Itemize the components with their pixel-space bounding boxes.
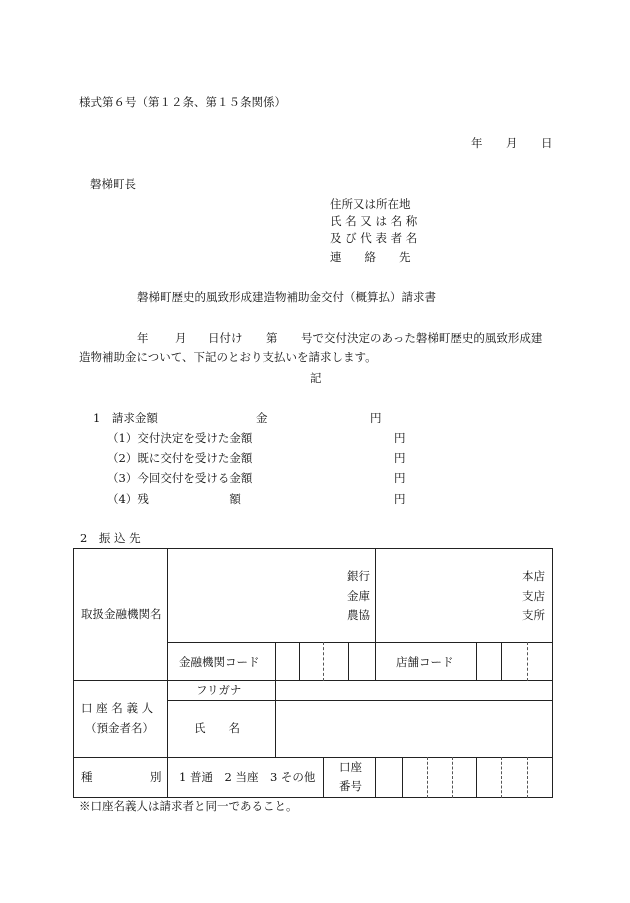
- applicant-name: 氏 名 又 は 名 称: [330, 214, 418, 228]
- holder-sublabel: （預金者名）: [85, 721, 154, 735]
- request-item-3-unit: 円: [394, 471, 406, 485]
- date-month: 月: [506, 136, 518, 150]
- body-day: 日付け: [208, 331, 243, 345]
- holder-label: 口 座 名 義 人: [81, 701, 154, 715]
- account-type-label: 種 別: [81, 770, 162, 784]
- body-number-suffix: 号で交付決定のあった磐梯町歴史的風致形成建: [301, 331, 543, 345]
- institution-type-nokyo: 農協: [347, 608, 370, 622]
- request-item-2: （2）既に交付を受けた金額: [107, 451, 253, 465]
- body-line-2: 造物補助金について、下記のとおり支払いを請求します。: [79, 350, 377, 364]
- institution-type-kinko: 金庫: [347, 589, 370, 603]
- name-label: 氏 名: [194, 721, 240, 735]
- account-type-options: 1 普通 2 当座 3 その他: [179, 770, 316, 784]
- request-item-3: （3）今回交付を受ける金額: [107, 471, 253, 485]
- footnote: ※口座名義人は請求者と同一であること。: [79, 799, 298, 813]
- date-year: 年: [471, 136, 483, 150]
- request-item-4-unit: 円: [394, 492, 406, 506]
- body-number-prefix: 第: [266, 331, 278, 345]
- request-item-1-unit: 円: [394, 431, 406, 445]
- account-number-label-2: 番号: [339, 779, 362, 793]
- document-title: 磐梯町歴史的風致形成建造物補助金交付（概算払）請求書: [137, 290, 436, 304]
- branch-code-label: 店舗コード: [396, 655, 454, 669]
- account-number-label-1: 口座: [339, 760, 362, 774]
- branch-type-shiten: 支店: [522, 589, 545, 603]
- institution-label: 取扱金融機関名: [81, 607, 162, 621]
- bank-code-label: 金融機関コード: [179, 655, 260, 669]
- ki-heading: 記: [310, 371, 322, 385]
- applicant-address: 住所又は所在地: [330, 197, 411, 211]
- body-year: 年: [137, 331, 149, 345]
- request-item-2-unit: 円: [394, 451, 406, 465]
- date-day: 日: [541, 136, 553, 150]
- request-heading: 1 請求金額: [93, 411, 158, 425]
- request-kin: 金: [256, 411, 268, 425]
- branch-type-shisho: 支所: [522, 608, 545, 622]
- bank-transfer-table: [73, 548, 552, 825]
- applicant-representative: 及 び 代 表 者 名: [330, 231, 418, 245]
- addressee: 磐梯町長: [90, 177, 136, 191]
- request-item-1: （1）交付決定を受けた金額: [107, 431, 253, 445]
- request-en: 円: [370, 411, 382, 425]
- transfer-heading: 2 振 込 先: [80, 531, 141, 545]
- request-item-4: （4）残 額: [107, 492, 241, 506]
- body-month: 月: [175, 331, 187, 345]
- institution-type-bank: 銀行: [347, 569, 370, 583]
- furigana-label: フリガナ: [196, 683, 242, 697]
- branch-type-honten: 本店: [522, 569, 545, 583]
- form-number: 様式第６号（第１２条、第１５条関係）: [79, 95, 286, 109]
- applicant-contact: 連 絡 先: [330, 250, 411, 264]
